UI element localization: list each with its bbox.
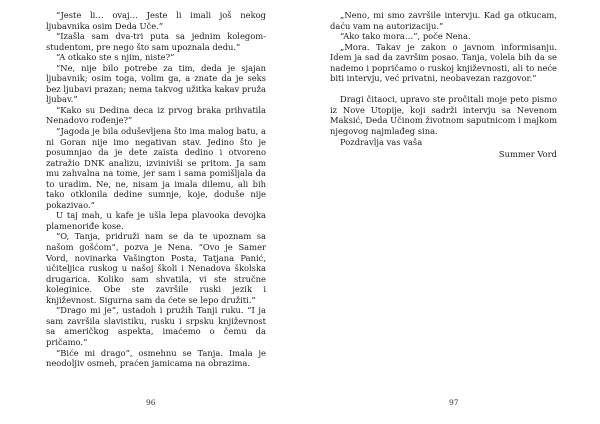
paragraph: U taj mah, u kafe je ušla lepa plavooka devojka plamenoriđe kose.	[46, 210, 266, 231]
right-page	[300, 0, 600, 424]
paragraph: Dragi čitaoci, upravo ste pročitali moje peto pismo iz Nove Utopije, koji sadrži intervju sa Nevenom Maksić, Deda Učinom životnom saputnicom i majkom njegovog najmlađeg sina.	[330, 94, 557, 137]
paragraph: “Jeste li… ovaj… Jeste li imali još nekog ljubavnika osim Deda Uče.”	[46, 10, 266, 31]
paragraph: “Ne, nije bilo potrebe za tim, deda je sjajan ljubavnik; osim toga, volim ga, a znate da je seks bez ljubavi prazan; nema takvog užitka kakav pruža ljubav.”	[46, 62, 266, 105]
paragraph: „Mora. Takav je zakon o javnom informisanju. Idem ja sad da završim posao. Tanja, volela bih da se nademo i popričamo o ruskoj književnosti, ali to neće biti intervju, već privatni, neobavezan razgovor.”	[330, 41, 557, 84]
signature: Summer Vord	[498, 149, 557, 160]
paragraph: “Ako tako mora…”, poče Nena.	[340, 31, 471, 42]
page-number: 96	[146, 398, 156, 407]
paragraph: „Neno, mi smo završile intervju. Kad ga otkucam, daću vam na autorizaciju.”	[330, 10, 557, 31]
paragraph: Pozdravlja vas vaša	[340, 136, 423, 147]
page-number: 97	[449, 398, 459, 407]
paragraph: “Jagoda je bila oduševljena što ima malog batu, a ni Goran nije imo negativan stav. Jedino što je posumnjao da je dete zaista dedino i otvoreno zatražio DNK analizu, izviniviši se pritom. Ja sam mu zahvalna na tome, jer sam i sama pomišljala da to uradim. Ne, ne, nisam ja imala dilemu, ali bih tako otklonila dedine sumnje, koje, doduše nije pokazivao.”	[46, 126, 266, 210]
paragraph: “Drago mi je”, ustadoh i pružih Tanji ruku. “I ja sam završila slavistiku, rusku i srpsku književnost sa američkog aspekta, imaćemo o čemu da pričamo.”	[46, 305, 266, 347]
left-page-text	[46, 10, 266, 369]
paragraph: “Biće mi drago”, osmehnu se Tanja. Imala je neodoljiv osmeh, praćen jamicama na obrazima.	[46, 347, 266, 369]
paragraph: “Izašla sam dva-tri puta sa jednim kolegom-studentom, pre nego što sam upoznala dedu.”	[46, 31, 266, 52]
paragraph: “Kako su Dedina deca iz prvog braka prihvatila Nenadovo rođenje?”	[46, 104, 266, 126]
paragraph: “A otkako ste s njim, niste?”	[56, 52, 175, 63]
paragraph: “O, Tanja, pridruži nam se da te upoznam sa našom gošćom”, pozva je Nena. “Ovo je Samer Vord, novinarka Vašington Posta, Tatjana Panić, učiteljica ruskog u našoj školi i Nenadova školska drugarica. Koliko sam shvatila, vi ste stručne koleginice. Obe ste završile ruski jezik i književnost. Sigurna sam da ćete se lepo družiti.”	[46, 231, 266, 305]
right-page-text	[330, 10, 557, 160]
